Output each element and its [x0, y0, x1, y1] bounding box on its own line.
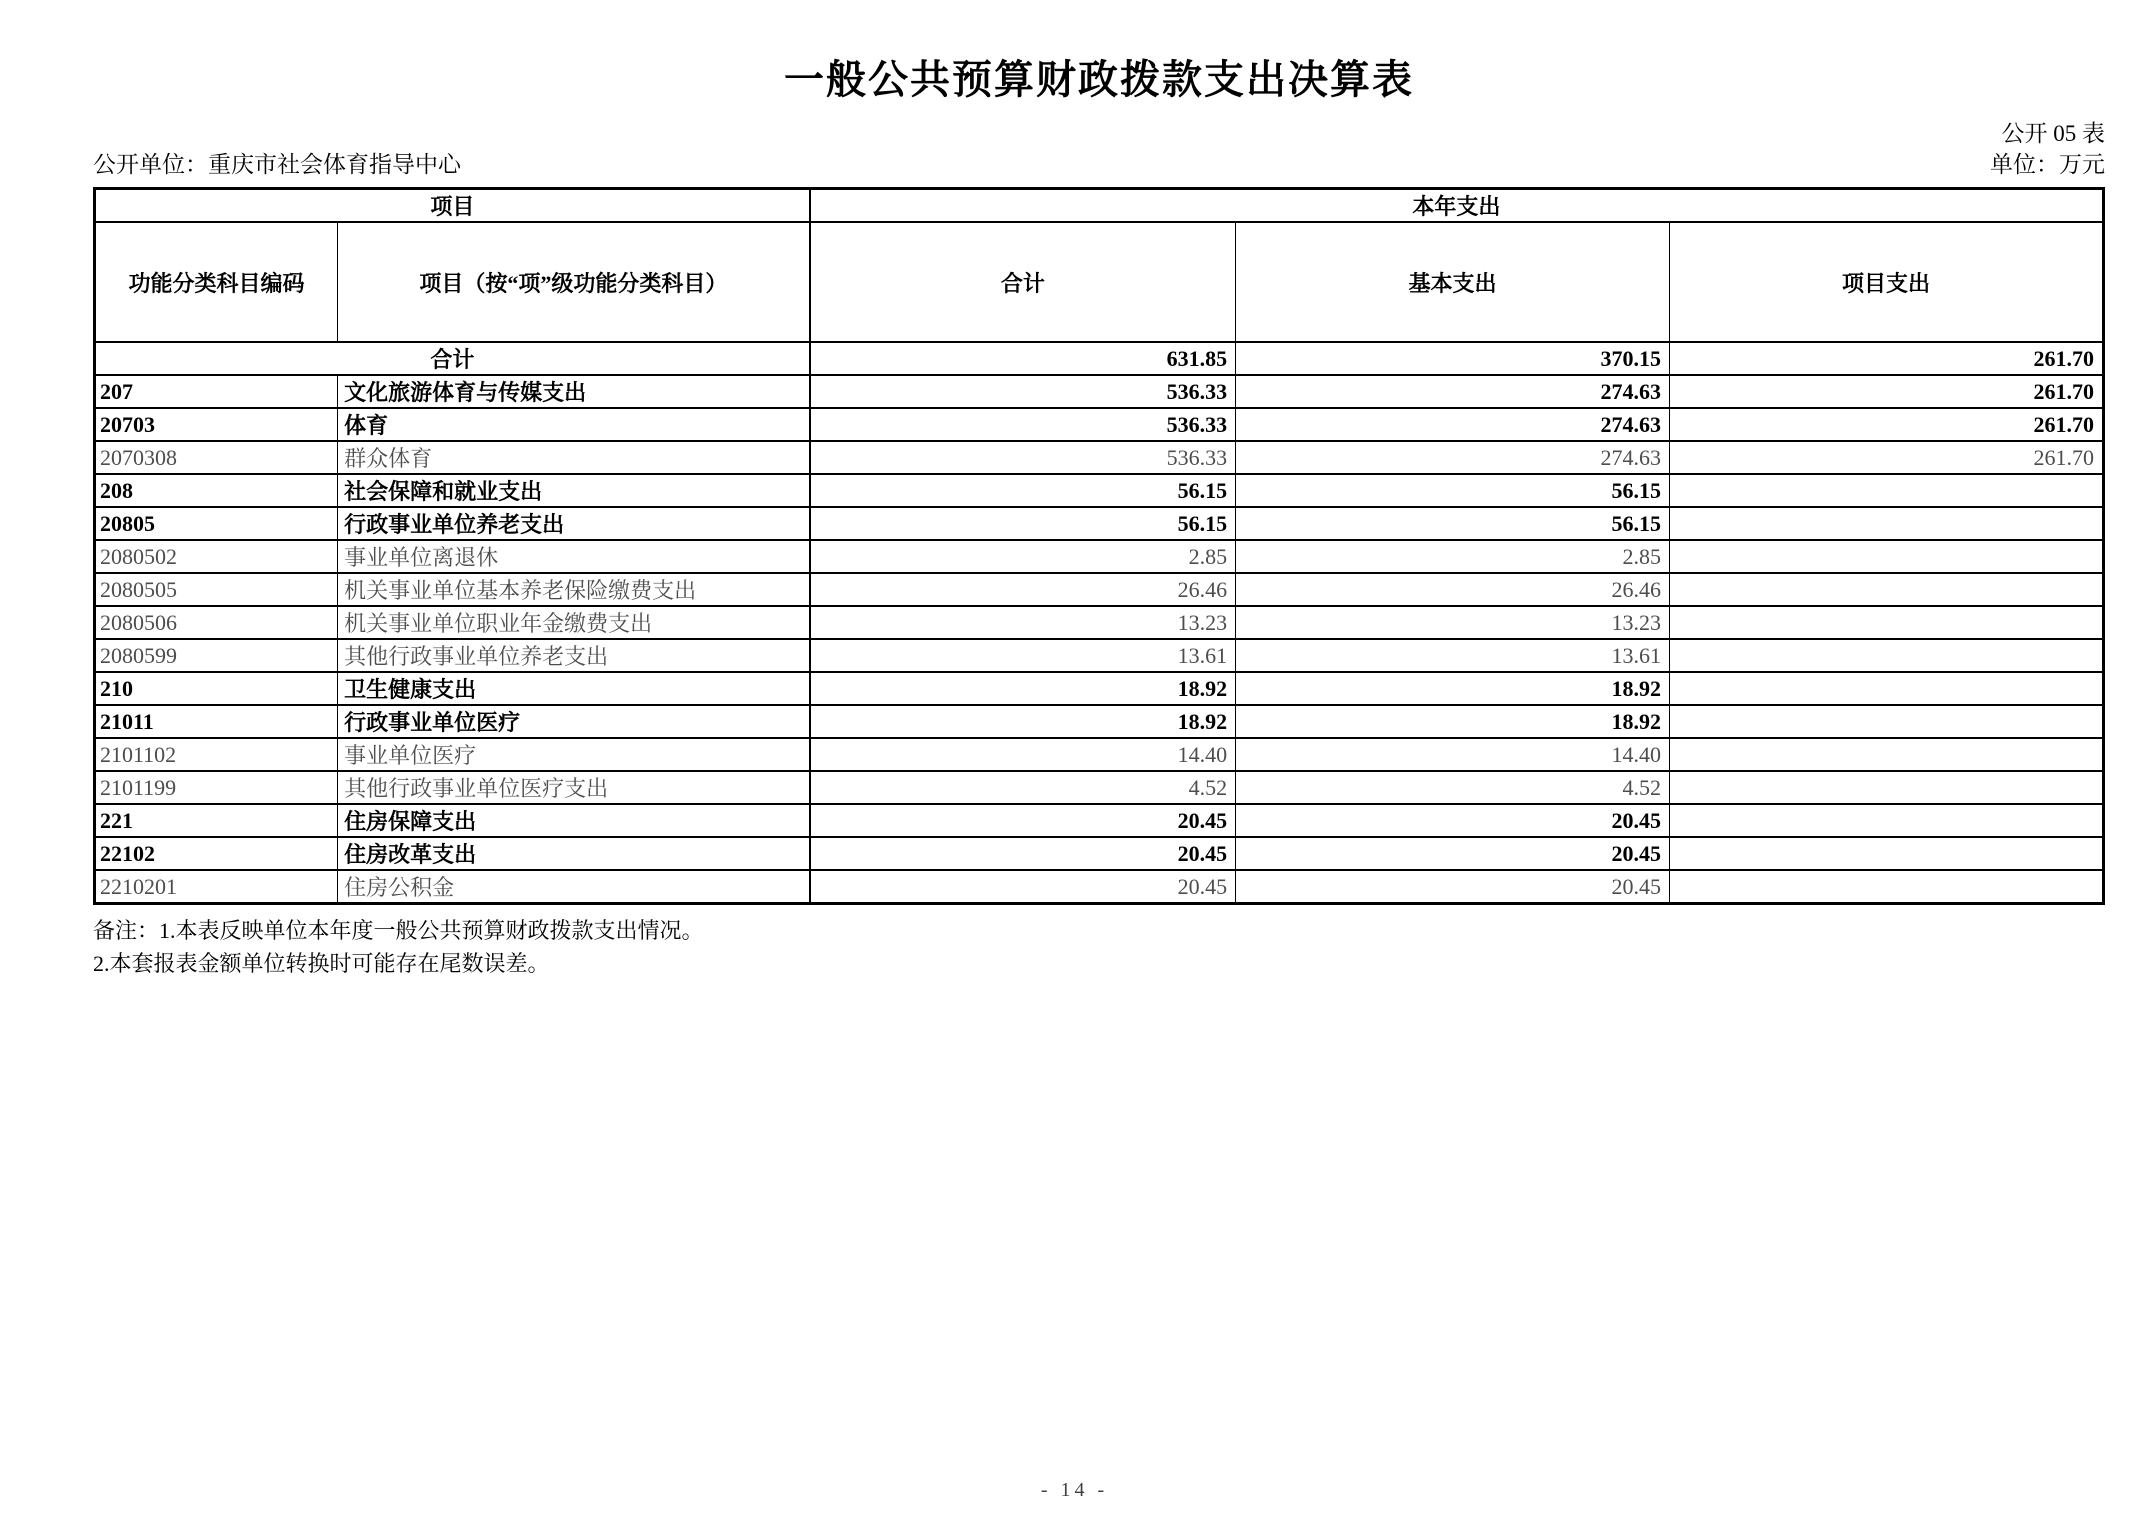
note-line-1: 备注：1.本表反映单位本年度一般公共预算财政拨款支出情况。 [93, 918, 704, 944]
table-row [95, 804, 2104, 837]
meta-row [93, 151, 2105, 179]
table-row [95, 771, 2104, 804]
row-basic-cell: 56.15 [1236, 474, 1670, 507]
row-total-cell: 56.15 [810, 507, 1236, 540]
row-basic-cell: 274.63 [1236, 375, 1670, 408]
row-total-cell: 18.92 [810, 705, 1236, 738]
row-total-cell: 20.45 [810, 870, 1236, 904]
row-name-cell: 行政事业单位医疗 [338, 705, 810, 738]
table-row [95, 342, 2104, 375]
header-col-project: 项目支出 [1670, 222, 2104, 342]
header-col-item: 项目（按“项”级功能分类科目） [338, 222, 810, 342]
row-project-cell [1670, 639, 2104, 672]
row-name-cell: 其他行政事业单位养老支出 [338, 639, 810, 672]
row-code-cell: 2080505 [95, 573, 338, 606]
row-name-cell: 机关事业单位职业年金缴费支出 [338, 606, 810, 639]
table-row [95, 606, 2104, 639]
table-row [95, 573, 2104, 606]
row-project-cell [1670, 540, 2104, 573]
table-row [95, 870, 2104, 904]
row-code-cell: 207 [95, 375, 338, 408]
row-name-cell: 体育 [338, 408, 810, 441]
row-project-cell [1670, 573, 2104, 606]
notes [93, 914, 2105, 980]
table-row [95, 837, 2104, 870]
table-row [95, 738, 2104, 771]
row-basic-cell: 274.63 [1236, 441, 1670, 474]
row-project-cell: 261.70 [1670, 342, 2104, 375]
row-total-cell: 13.61 [810, 639, 1236, 672]
row-basic-cell: 20.45 [1236, 870, 1670, 904]
table-row [95, 672, 2104, 705]
table-row [95, 705, 2104, 738]
row-project-cell: 261.70 [1670, 375, 2104, 408]
row-project-cell [1670, 606, 2104, 639]
row-project-cell [1670, 870, 2104, 904]
public-unit-label: 公开单位：重庆市社会体育指导中心 [93, 151, 461, 177]
row-code-cell: 2101102 [95, 738, 338, 771]
page-number: - 14 - [1040, 1479, 1109, 1501]
row-project-cell [1670, 771, 2104, 804]
row-code-cell: 2070308 [95, 441, 338, 474]
table-row [95, 408, 2104, 441]
row-total-cell: 18.92 [810, 672, 1236, 705]
row-name-cell: 文化旅游体育与传媒支出 [338, 375, 810, 408]
note-line-2: 2.本套报表金额单位转换时可能存在尾数误差。 [93, 951, 550, 977]
table-row [95, 375, 2104, 408]
row-code-cell: 20703 [95, 408, 338, 441]
table-row [95, 639, 2104, 672]
row-code-cell: 2101199 [95, 771, 338, 804]
row-total-cell: 536.33 [810, 441, 1236, 474]
row-name-cell: 行政事业单位养老支出 [338, 507, 810, 540]
row-total-cell: 4.52 [810, 771, 1236, 804]
row-code-cell: 2080506 [95, 606, 338, 639]
row-total-cell: 536.33 [810, 408, 1236, 441]
row-basic-cell: 56.15 [1236, 507, 1670, 540]
row-name-cell: 群众体育 [338, 441, 810, 474]
unit-label: 单位：万元 [1990, 151, 2105, 177]
row-name-cell: 机关事业单位基本养老保险缴费支出 [338, 573, 810, 606]
row-name-cell: 其他行政事业单位医疗支出 [338, 771, 810, 804]
row-code-cell: 2080599 [95, 639, 338, 672]
row-code-cell: 208 [95, 474, 338, 507]
row-total-cell: 20.45 [810, 804, 1236, 837]
table-row [95, 474, 2104, 507]
row-code-cell: 210 [95, 672, 338, 705]
row-project-cell [1670, 672, 2104, 705]
row-project-cell [1670, 837, 2104, 870]
row-total-cell: 20.45 [810, 837, 1236, 870]
header-group-project: 项目 [95, 189, 810, 223]
table-body [95, 342, 2104, 904]
table-header [95, 189, 2104, 343]
row-code-cell: 2210201 [95, 870, 338, 904]
row-code-cell: 221 [95, 804, 338, 837]
row-project-cell [1670, 705, 2104, 738]
header-group-current-year: 本年支出 [810, 189, 2104, 223]
row-label-cell: 合计 [95, 342, 810, 375]
row-code-cell: 21011 [95, 705, 338, 738]
header-col-basic: 基本支出 [1236, 222, 1670, 342]
row-code-cell: 22102 [95, 837, 338, 870]
row-total-cell: 56.15 [810, 474, 1236, 507]
row-total-cell: 536.33 [810, 375, 1236, 408]
page-title: 一般公共预算财政拨款支出决算表 [784, 57, 1414, 102]
row-total-cell: 2.85 [810, 540, 1236, 573]
header-col-total: 合计 [810, 222, 1236, 342]
row-code-cell: 20805 [95, 507, 338, 540]
row-total-cell: 26.46 [810, 573, 1236, 606]
row-basic-cell: 370.15 [1236, 342, 1670, 375]
header-columns-row [95, 222, 2104, 342]
row-total-cell: 631.85 [810, 342, 1236, 375]
row-total-cell: 14.40 [810, 738, 1236, 771]
expenditure-table [93, 187, 2105, 905]
row-code-cell: 2080502 [95, 540, 338, 573]
row-basic-cell: 20.45 [1236, 804, 1670, 837]
row-name-cell: 事业单位医疗 [338, 738, 810, 771]
row-name-cell: 住房改革支出 [338, 837, 810, 870]
row-basic-cell: 20.45 [1236, 837, 1670, 870]
table-row [95, 441, 2104, 474]
row-basic-cell: 13.61 [1236, 639, 1670, 672]
row-basic-cell: 26.46 [1236, 573, 1670, 606]
row-basic-cell: 13.23 [1236, 606, 1670, 639]
row-project-cell [1670, 474, 2104, 507]
row-basic-cell: 18.92 [1236, 672, 1670, 705]
table-row [95, 507, 2104, 540]
row-basic-cell: 274.63 [1236, 408, 1670, 441]
row-total-cell: 13.23 [810, 606, 1236, 639]
row-basic-cell: 4.52 [1236, 771, 1670, 804]
row-name-cell: 住房保障支出 [338, 804, 810, 837]
row-name-cell: 住房公积金 [338, 870, 810, 904]
table-row [95, 540, 2104, 573]
row-basic-cell: 14.40 [1236, 738, 1670, 771]
row-project-cell [1670, 804, 2104, 837]
row-project-cell: 261.70 [1670, 408, 2104, 441]
row-name-cell: 社会保障和就业支出 [338, 474, 810, 507]
row-name-cell: 卫生健康支出 [338, 672, 810, 705]
header-group-row [95, 189, 2104, 223]
row-project-cell: 261.70 [1670, 441, 2104, 474]
row-project-cell [1670, 507, 2104, 540]
table-number: 公开 05 表 [2001, 121, 2105, 146]
row-project-cell [1670, 738, 2104, 771]
row-basic-cell: 2.85 [1236, 540, 1670, 573]
row-basic-cell: 18.92 [1236, 705, 1670, 738]
header-col-code: 功能分类科目编码 [95, 222, 338, 342]
document-page [93, 0, 2105, 980]
row-name-cell: 事业单位离退休 [338, 540, 810, 573]
